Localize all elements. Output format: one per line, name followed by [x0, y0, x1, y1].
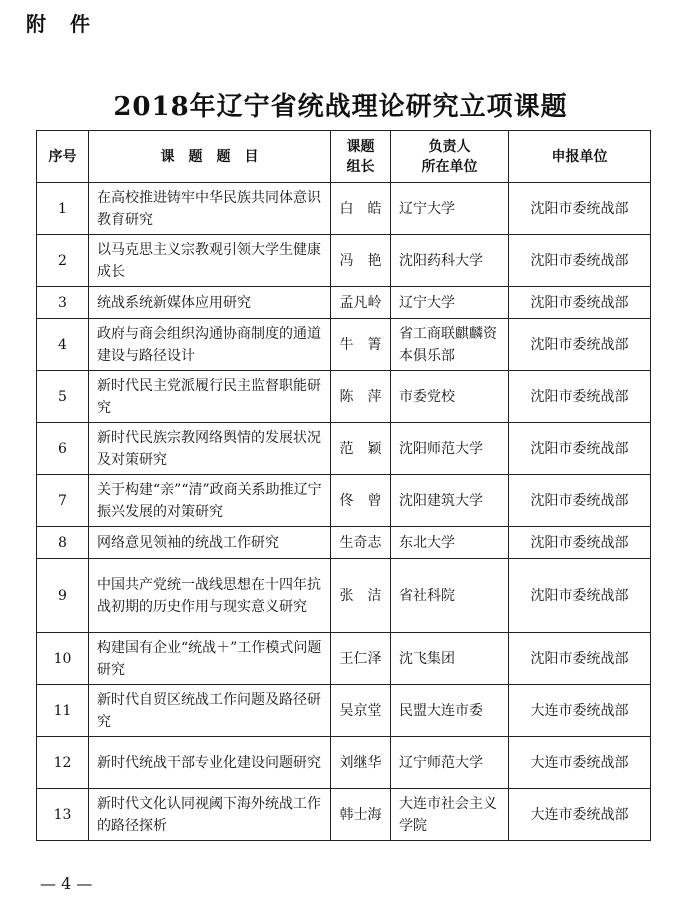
- row-index: 5: [37, 371, 89, 423]
- table-row: [37, 287, 651, 319]
- row-unit: 辽宁师范大学: [391, 737, 509, 789]
- table-row: [37, 371, 651, 423]
- table-row: [37, 235, 651, 287]
- row-applicant: 沈阳市委统战部: [509, 183, 651, 235]
- row-index: 12: [37, 737, 89, 789]
- row-unit: 沈阳师范大学: [391, 423, 509, 475]
- row-topic: 新时代文化认同视阈下海外统战工作的路径探析: [89, 789, 331, 841]
- project-table: [36, 130, 651, 841]
- row-index: 4: [37, 319, 89, 371]
- row-leader: 王仁泽: [331, 633, 391, 685]
- table-row: [37, 475, 651, 527]
- row-applicant: 沈阳市委统战部: [509, 423, 651, 475]
- row-index: 8: [37, 527, 89, 559]
- row-applicant: 沈阳市委统战部: [509, 475, 651, 527]
- row-unit: 东北大学: [391, 527, 509, 559]
- row-unit: 民盟大连市委: [391, 685, 509, 737]
- row-unit: 沈飞集团: [391, 633, 509, 685]
- row-applicant: 沈阳市委统战部: [509, 235, 651, 287]
- row-unit: 辽宁大学: [391, 183, 509, 235]
- table-row: [37, 319, 651, 371]
- row-unit: 省工商联麒麟资本俱乐部: [391, 319, 509, 371]
- row-leader: 刘继华: [331, 737, 391, 789]
- table-row: [37, 183, 651, 235]
- row-index: 9: [37, 559, 89, 633]
- row-leader: 冯 艳: [331, 235, 391, 287]
- row-topic: 新时代民主党派履行民主监督职能研究: [89, 371, 331, 423]
- row-topic: 中国共产党统一战线思想在十四年抗战初期的历史作用与现实意义研究: [89, 559, 331, 633]
- row-index: 2: [37, 235, 89, 287]
- row-topic: 以马克思主义宗教观引领大学生健康成长: [89, 235, 331, 287]
- row-leader: 佟 曾: [331, 475, 391, 527]
- row-index: 7: [37, 475, 89, 527]
- row-topic: 关于构建“亲”“清”政商关系助推辽宁振兴发展的对策研究: [89, 475, 331, 527]
- row-leader: 孟凡岭: [331, 287, 391, 319]
- row-topic: 新时代统战干部专业化建设问题研究: [89, 737, 331, 789]
- row-topic: 政府与商会组织沟通协商制度的通道建设与路径设计: [89, 319, 331, 371]
- row-index: 1: [37, 183, 89, 235]
- table-row: [37, 685, 651, 737]
- row-applicant: 大连市委统战部: [509, 685, 651, 737]
- row-applicant: 沈阳市委统战部: [509, 287, 651, 319]
- table-header-row: [37, 131, 651, 183]
- header-leader: 课题 组长: [331, 131, 391, 183]
- row-unit: 省社科院: [391, 559, 509, 633]
- row-applicant: 沈阳市委统战部: [509, 371, 651, 423]
- row-index: 10: [37, 633, 89, 685]
- row-topic: 网络意见领袖的统战工作研究: [89, 527, 331, 559]
- attachment-label: 附 件: [26, 12, 92, 36]
- row-index: 13: [37, 789, 89, 841]
- row-unit: 辽宁大学: [391, 287, 509, 319]
- table-row: [37, 559, 651, 633]
- row-leader: 生奇志: [331, 527, 391, 559]
- row-topic: 统战系统新媒体应用研究: [89, 287, 331, 319]
- row-applicant: 沈阳市委统战部: [509, 527, 651, 559]
- table-row: [37, 737, 651, 789]
- header-topic: 课 题 题 目: [89, 131, 331, 183]
- row-topic: 构建国有企业“统战＋”工作模式问题研究: [89, 633, 331, 685]
- row-unit: 市委党校: [391, 371, 509, 423]
- row-leader: 吴京堂: [331, 685, 391, 737]
- row-unit: 大连市社会主义学院: [391, 789, 509, 841]
- row-leader: 陈 萍: [331, 371, 391, 423]
- row-index: 3: [37, 287, 89, 319]
- row-index: 11: [37, 685, 89, 737]
- header-unit: 负责人 所在单位: [391, 131, 509, 183]
- row-applicant: 大连市委统战部: [509, 737, 651, 789]
- row-unit: 沈阳建筑大学: [391, 475, 509, 527]
- header-applicant: 申报单位: [509, 131, 651, 183]
- row-applicant: 沈阳市委统战部: [509, 559, 651, 633]
- row-applicant: 大连市委统战部: [509, 789, 651, 841]
- row-topic: 在高校推进铸牢中华民族共同体意识教育研究: [89, 183, 331, 235]
- row-applicant: 沈阳市委统战部: [509, 319, 651, 371]
- row-leader: 牛 箐: [331, 319, 391, 371]
- page-number: — 4 —: [40, 874, 93, 893]
- row-leader: 范 颖: [331, 423, 391, 475]
- header-index: 序号: [37, 131, 89, 183]
- table-row: [37, 527, 651, 559]
- row-index: 6: [37, 423, 89, 475]
- table-row: [37, 423, 651, 475]
- row-topic: 新时代自贸区统战工作问题及路径研究: [89, 685, 331, 737]
- row-leader: 韩士海: [331, 789, 391, 841]
- row-unit: 沈阳药科大学: [391, 235, 509, 287]
- row-topic: 新时代民族宗教网络舆情的发展状况及对策研究: [89, 423, 331, 475]
- table-row: [37, 633, 651, 685]
- row-leader: 白 皓: [331, 183, 391, 235]
- document-title: 2018年辽宁省统战理论研究立项课题: [113, 92, 568, 122]
- row-applicant: 沈阳市委统战部: [509, 633, 651, 685]
- table-row: [37, 789, 651, 841]
- row-leader: 张 洁: [331, 559, 391, 633]
